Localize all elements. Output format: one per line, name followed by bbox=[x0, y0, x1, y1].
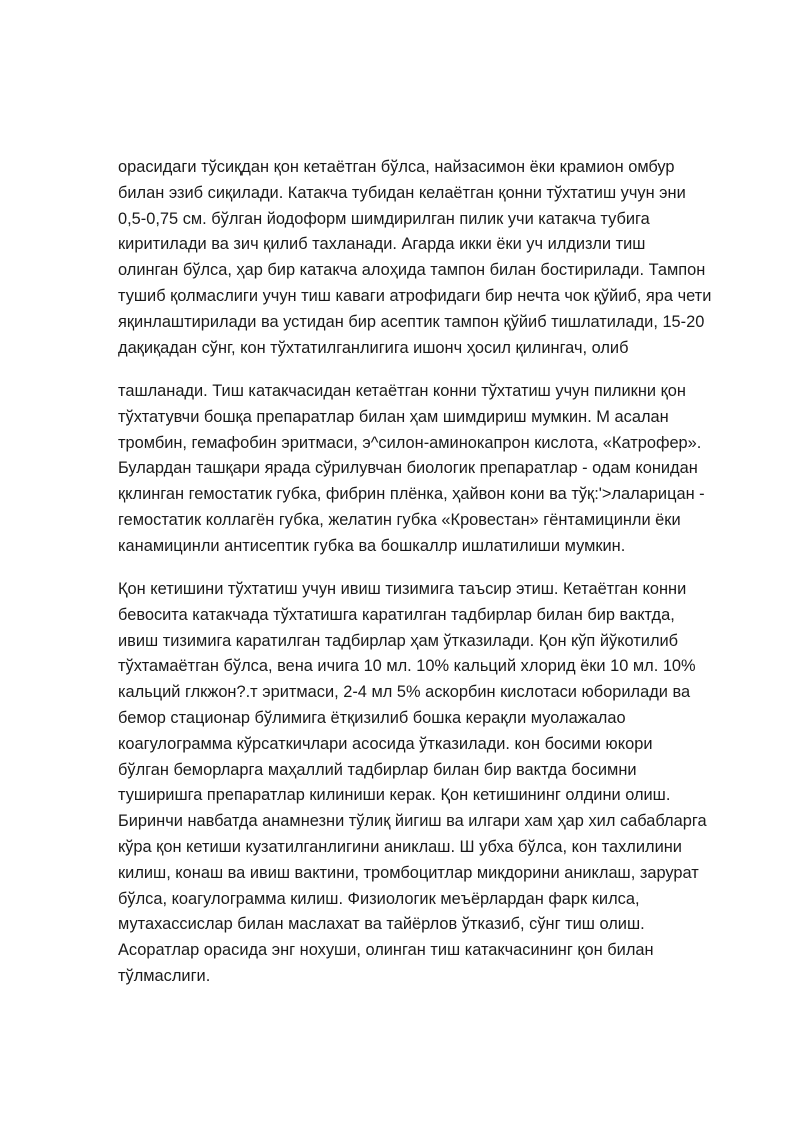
text-line: ташланади. Тиш катакчасидан кетаётган конни тўхтатиш учун пиликни қон bbox=[118, 382, 686, 400]
paragraph-3 bbox=[118, 577, 768, 990]
text-line: кўра қон кетиши кузатилганлигини аниклаш. Ш убха бўлса, кон тахлилини bbox=[118, 837, 682, 856]
text-line: тушиб қолмаслиги учун тиш каваги атрофидаги бир нечта чок қўйиб, яра чети bbox=[118, 286, 712, 305]
text-line: мутахассислар билан маслахат ва тайёрлов ўтказиб, сўнг тиш олиш. bbox=[118, 915, 645, 934]
text-line: Булардан ташқари ярада сўрилувчан биологик препаратлар - одам конидан bbox=[118, 459, 698, 478]
text-line: канамицинли антисептик губка ва бошкаллр ишлатилиши мумкин. bbox=[118, 536, 626, 555]
text-line: ивиш тизимига каратилган тадбирлар ҳам ўтказилади. Қон кўп йўкотилиб bbox=[118, 631, 679, 650]
text-line: тўхтатувчи бошқа препаратлар билан ҳам шимдириш мумкин. М асалан bbox=[118, 407, 669, 426]
text-line: билан эзиб сиқилади. Катакча тубидан келаётган қонни тўхтатиш учун эни bbox=[118, 183, 686, 202]
text-line: кальций глкжон?.т эритмаси, 2-4 мл 5% аскорбин кислотаси юборилади ва bbox=[118, 683, 691, 702]
text-line: олинган бўлса, ҳар бир катакча алоҳида тампон билан бостирилади. Тампон bbox=[118, 261, 706, 280]
text-line: Биринчи навбатда анамнезни тўлиқ йигиш ва илгари хам ҳар хил сабабларга bbox=[118, 812, 707, 831]
text-line: килиш, конаш ва ивиш вактини, тромбоцитлар микдорини аниклаш, зарурат bbox=[118, 863, 699, 882]
text-line: бевосита катакчада тўхтатишга каратилган тадбирлар билан бир вактда, bbox=[118, 605, 675, 624]
text-line: киритилади ва зич қилиб тахланади. Агарда икки ёки уч илдизли тиш bbox=[118, 235, 646, 254]
text-line: бемор стационар бўлимига ётқизилиб бошка керақли муолажалао bbox=[118, 708, 626, 727]
text-line: орасидаги тўсиқдан қон кетаётган бўлса, найзасимон ёки крамион омбур bbox=[118, 158, 675, 176]
text-line: бўлган беморларга маҳаллий тадбирлар билан бир вактда босимни bbox=[118, 760, 637, 779]
text-line: тромбин, гемафобин эритмаси, э^силон-аминокапрон кислота, «Катрофер». bbox=[118, 433, 702, 452]
text-line: гемостатик коллагён губка, желатин губка «Кровестан» гёнтамицинли ёки bbox=[118, 510, 681, 529]
text-line: Асоратлар орасида энг нохуши, олинган тиш катакчасининг қон билан bbox=[118, 941, 654, 960]
text-line: бўлса, коагулограмма килиш. Физиологик меъёрлардан фарк килса, bbox=[118, 889, 640, 908]
text-line: коагулограмма кўрсаткичлари асосида ўтказилади. кон босими юкори bbox=[118, 734, 653, 753]
paragraph-2 bbox=[118, 379, 768, 560]
text-line: дақиқадан сўнг, кон тўхтатилганлигига ишонч ҳосил қилингач, олиб bbox=[118, 338, 629, 357]
paragraph-1 bbox=[118, 155, 768, 361]
text-line: тўхтамаётган бўлса, вена ичига 10 мл. 10% кальций хлорид ёки 10 мл. 10% bbox=[118, 657, 696, 676]
text-line: қклинган гемостатик губка, фибрин плёнка, ҳайвон кони ва тўқ:'>лаларицан - bbox=[118, 485, 705, 504]
text-line: тўлмаслиги. bbox=[118, 966, 211, 985]
text-line: яқинлаштирилади ва устидан бир асептик тампон қўйиб тишлатилади, 15-20 bbox=[118, 312, 705, 331]
text-line: 0,5-0,75 см. бўлган йодоформ шимдирилган пилик учи катакча тубига bbox=[118, 209, 650, 228]
text-line: туширишга препаратлар килиниши керак. Қон кетишининг олдини олиш. bbox=[118, 786, 671, 805]
text-line: Қон кетишини тўхтатиш учун ивиш тизимига таъсир этиш. Кетаётган конни bbox=[118, 580, 687, 598]
